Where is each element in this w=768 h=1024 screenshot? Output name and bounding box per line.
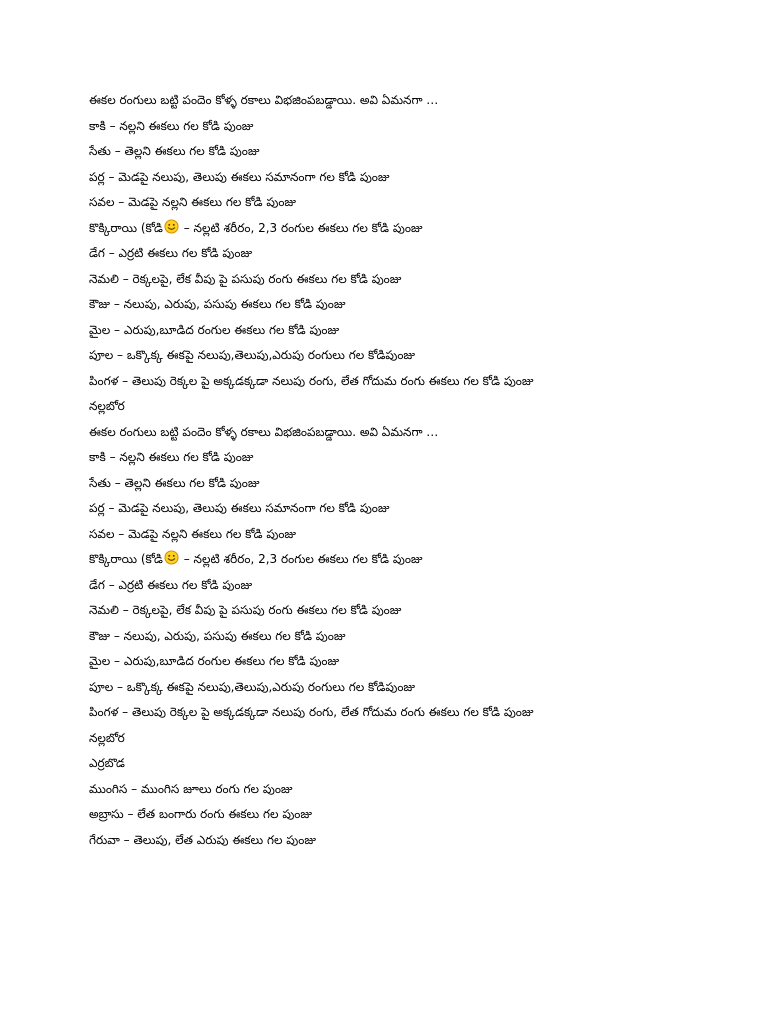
text-segment: – నల్లటి శరీరం, 2,3 రంగుల ఈకలు గల కోడి పుంజు (179, 552, 423, 566)
text-line: కాకి – నల్లని ఈకలు గల కోడి పుంజు (89, 450, 254, 464)
text-line: మైల – ఎరుపు,బూడిద రంగుల ఈకలు గల కోడి పుంజు (89, 654, 340, 668)
smiley-face-icon (164, 549, 179, 564)
text-line: సేతు – తెల్లని ఈకలు గల కోడి పుంజు (89, 144, 260, 158)
document-body (89, 88, 759, 853)
text-line: కౌజు – నలుపు, ఎరుపు, పసుపు ఈకలు గల కోడి పుంజు (89, 628, 346, 643)
text-line: పూల – ఒక్కొక్క ఈకపై నలుపు,తెలుపు,ఎరుపు రంగులు గల కోడిపుంజు (89, 679, 416, 694)
text-line: అబ్రాసు – లేత బంగారు రంగు ఈకలు గల పుంజు (89, 807, 312, 821)
text-line: నెమలి – రెక్కలపై, లేక వీపు పై పసుపు రంగు ఈకలు గల కోడి పుంజు (89, 603, 402, 617)
text-line: పింగళ – తెలుపు రెక్కల పై అక్కడక్కడా నలుపు రంగు, లేత గోదుమ రంగు ఈకలు గల కోడి పుంజు (89, 705, 534, 719)
text-line: ముంగిస – ముంగిస జూలు రంగు గల పుంజు (89, 781, 293, 796)
text-line: కాకి – నల్లని ఈకలు గల కోడి పుంజు (89, 118, 254, 133)
text-segment: – నల్లటి శరీరం, 2,3 రంగుల ఈకలు గల కోడి పుంజు (179, 220, 423, 235)
text-line: పింగళ – తెలుపు రెక్కల పై అక్కడక్కడా నలుపు రంగు, లేత గోదుమ రంగు ఈకలు గల కోడి పుంజు (89, 373, 534, 388)
text-segment: కొక్కిరాయి (కోడి (89, 552, 163, 566)
text-line: పూల – ఒక్కొక్క ఈకపై నలుపు,తెలుపు,ఎరుపు రంగులు గల కోడిపుంజు (89, 348, 416, 362)
text-line: ఈకల రంగులు బట్టి పందెం కోళ్ళ రకాలు విభజింపబడ్డాయి. అవి ఏమనగా … (89, 93, 439, 107)
text-line: పర్ల – మెడపై నలుపు, తెలుపు ఈకలు సమానంగా గల కోడి పుంజు (89, 501, 390, 515)
text-line: నల్లబోర (89, 730, 125, 745)
text-line: మైల – ఎరుపు,బూడిద రంగుల ఈకలు గల కోడి పుంజు (89, 322, 340, 337)
text-line: నల్లబోర (89, 399, 125, 413)
text-line: సేతు – తెల్లని ఈకలు గల కోడి పుంజు (89, 475, 260, 490)
text-line: కౌజు – నలుపు, ఎరుపు, పసుపు ఈకలు గల కోడి పుంజు (89, 297, 346, 311)
text-line: నెమలి – రెక్కలపై, లేక వీపు పై పసుపు రంగు ఈకలు గల కోడి పుంజు (89, 271, 402, 286)
smiley-face-icon (164, 218, 179, 233)
text-line: డేగ – ఎర్రటి ఈకలు గల కోడి పుంజు (89, 577, 253, 592)
text-line: డేగ – ఎర్రటి ఈకలు గల కోడి పుంజు (89, 246, 253, 260)
text-line: గేరువా – తెలుపు, లేత ఎరుపు ఈకలు గల పుంజు (89, 832, 316, 847)
text-line: పర్ల – మెడపై నలుపు, తెలుపు ఈకలు సమానంగా గల కోడి పుంజు (89, 169, 390, 184)
text-segment: కొక్కిరాయి (కోడి (89, 220, 163, 235)
text-line (89, 216, 759, 242)
text-line (89, 547, 759, 573)
text-line: సవల – మెడపై నల్లని ఈకలు గల కోడి పుంజు (89, 526, 297, 541)
text-line: ఎర్రబొడ (89, 756, 125, 770)
text-line: ఈకల రంగులు బట్టి పందెం కోళ్ళ రకాలు విభజింపబడ్డాయి. అవి ఏమనగా … (89, 424, 439, 439)
text-line: సవల – మెడపై నల్లని ఈకలు గల కోడి పుంజు (89, 195, 297, 209)
